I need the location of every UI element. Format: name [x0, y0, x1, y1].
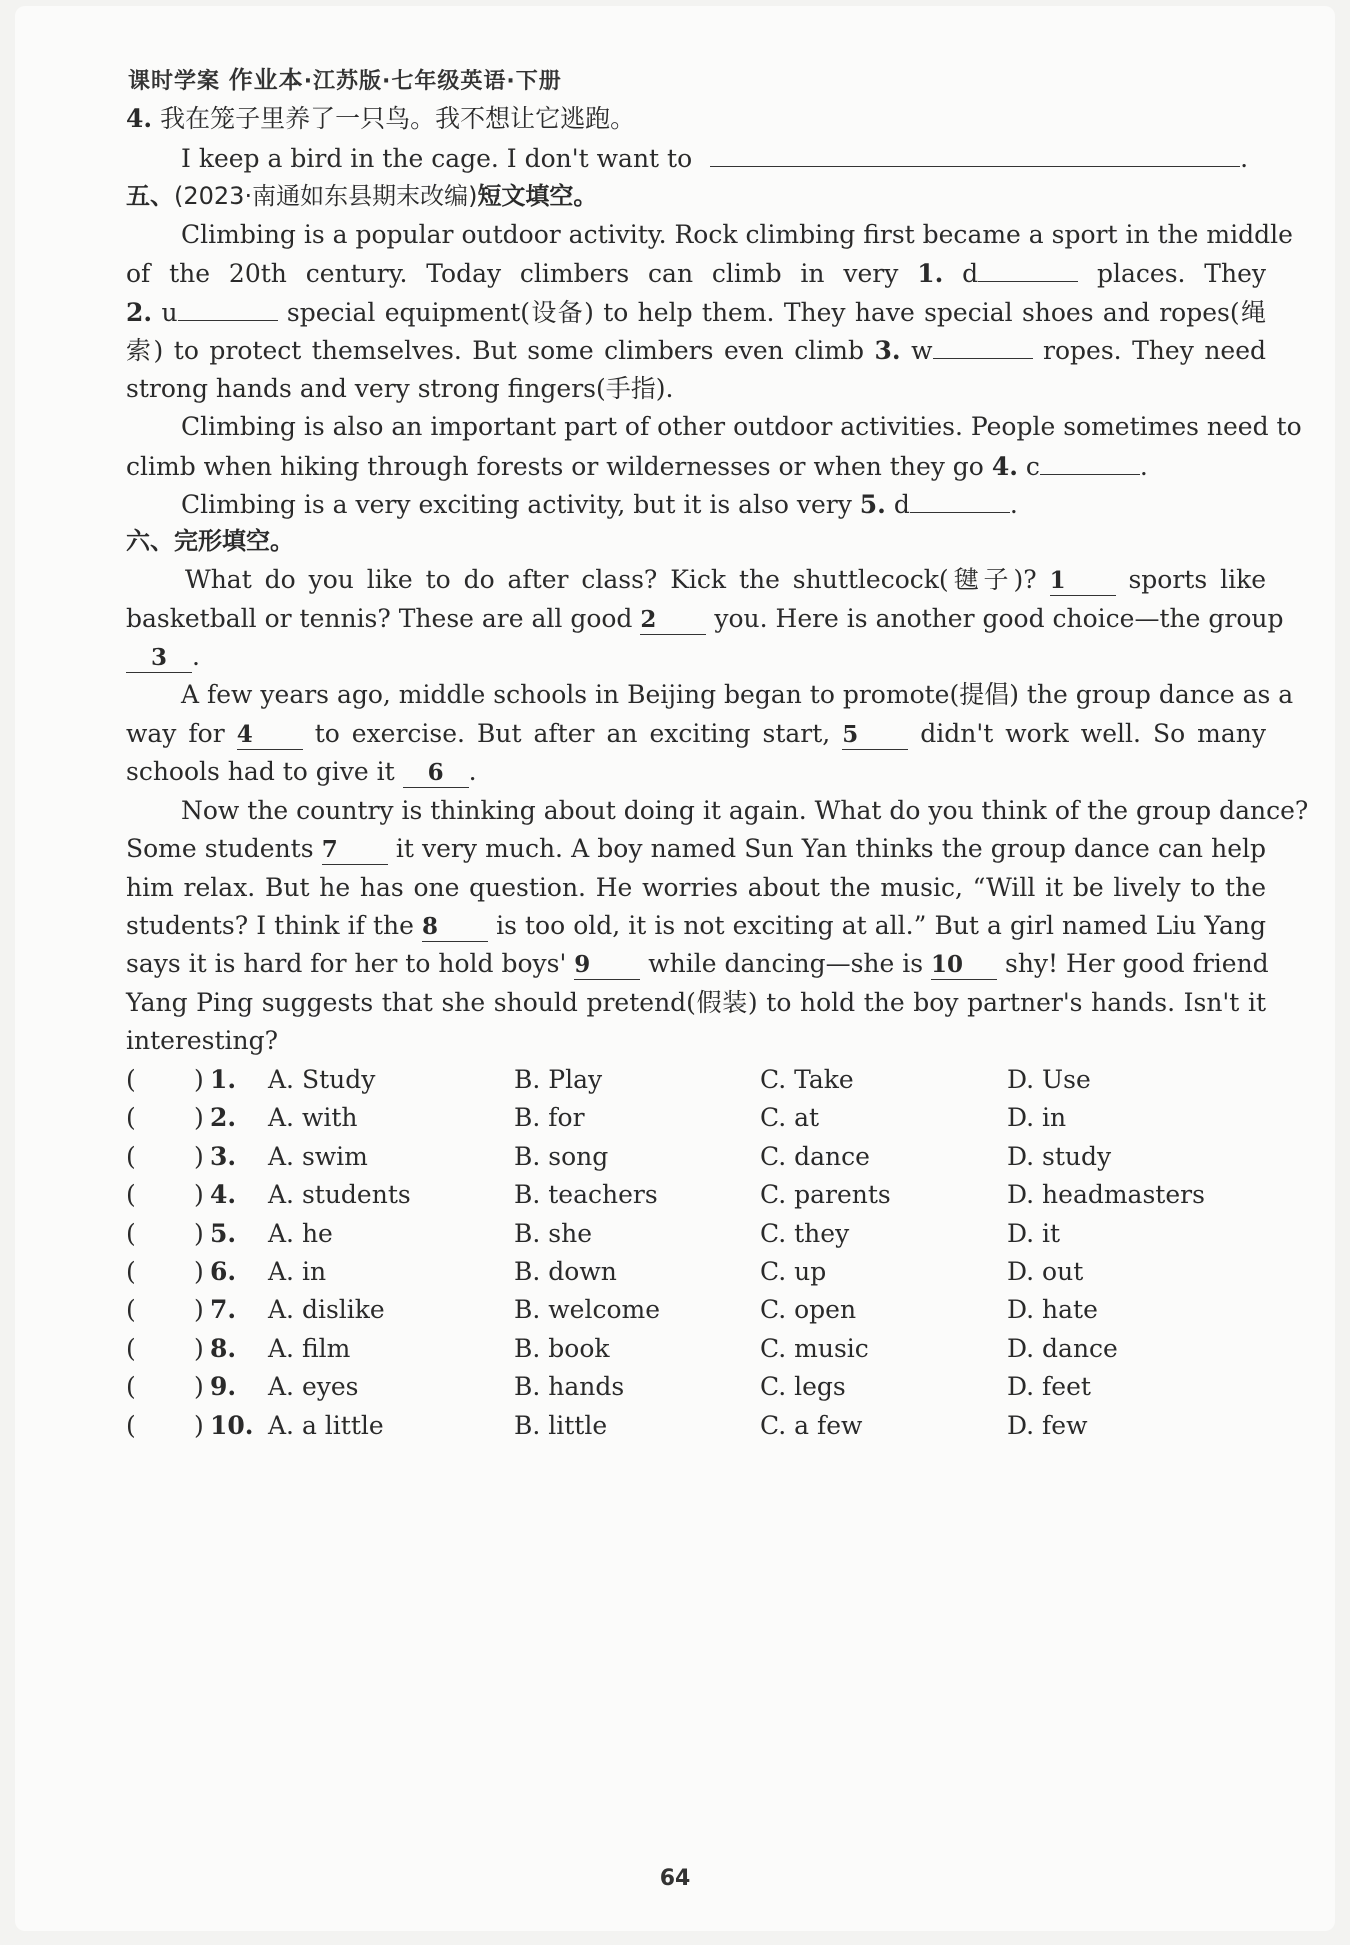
- s5-line-2-text: of the 20th century. Today climbers can climb in very: [126, 259, 899, 288]
- s6-p3-line-2: [126, 831, 1266, 867]
- option-d[interactable]: D. headmasters: [1007, 1180, 1205, 1210]
- option-c[interactable]: C. parents: [760, 1180, 891, 1210]
- s6-p1-l3b: .: [192, 642, 200, 671]
- page-header: [128, 60, 562, 95]
- s5-line-1: Climbing is a popular outdoor activity. Rock climbing first became a sport in the middle: [181, 220, 1293, 249]
- option-number: 8.: [210, 1333, 237, 1363]
- s6-p1-l2a: basketball or tennis? These are all good: [126, 604, 633, 633]
- s5-line-4: [126, 332, 1266, 369]
- s6-p3-l4a: students? I think if the: [126, 911, 414, 940]
- cloze-blank-5[interactable]: 5: [842, 721, 908, 750]
- cloze-blank-8[interactable]: 8: [422, 913, 488, 942]
- workbook-page: [15, 6, 1335, 1931]
- answer-paren-close: ): [194, 1372, 204, 1402]
- option-c[interactable]: C. at: [760, 1103, 820, 1133]
- s6-p1-l1a: What do you like to do after class? Kick the shuttlecock(毽子)?: [185, 565, 1037, 594]
- option-d[interactable]: D. it: [1007, 1218, 1061, 1248]
- cloze-blank-1[interactable]: 1: [1050, 567, 1116, 596]
- option-b[interactable]: B. book: [514, 1333, 610, 1363]
- s6-p1-l2b: you. Here is another good choice—the group: [714, 604, 1284, 633]
- s5-blank-5[interactable]: [910, 486, 1010, 513]
- option-number: 3.: [210, 1141, 237, 1171]
- option-row: [126, 1292, 1266, 1328]
- option-d[interactable]: D. study: [1007, 1141, 1112, 1171]
- section5-source: (2023·南通如东县期末改编): [174, 182, 478, 210]
- option-a[interactable]: A. dislike: [268, 1295, 385, 1325]
- answer-paren-close: ): [194, 1295, 204, 1325]
- option-c[interactable]: C. they: [760, 1218, 850, 1248]
- s5-blank5-number: 5.: [859, 490, 886, 519]
- s5-line-8: [181, 486, 1266, 523]
- option-a[interactable]: A. film: [268, 1333, 351, 1363]
- s5-line-3: [126, 294, 1266, 331]
- s6-p1-line-2: [126, 601, 1284, 637]
- s5-line-3-text: special equipment(设备) to help them. They have special shoes and ropes(绳: [286, 298, 1266, 327]
- option-row: [126, 1216, 1266, 1252]
- q4-english-text: I keep a bird in the cage. I don't want to: [181, 144, 693, 173]
- option-b[interactable]: B. Play: [514, 1065, 603, 1094]
- option-b[interactable]: B. song: [514, 1141, 609, 1171]
- s6-p3-line-1: Now the country is thinking about doing it again. What do you think of the group dance?: [181, 796, 1309, 825]
- s6-p3-line-3: him relax. But he has one question. He worries about the music, “Will it be lively to the: [126, 873, 1266, 902]
- option-a[interactable]: A. swim: [268, 1141, 368, 1171]
- s5-line-5: strong hands and very strong fingers(手指).: [126, 374, 674, 403]
- section5-title: 短文填空。: [477, 182, 598, 210]
- cloze-blank-4[interactable]: 4: [237, 721, 303, 750]
- answer-paren-open[interactable]: (: [126, 1141, 136, 1171]
- option-a[interactable]: A. in: [268, 1257, 327, 1286]
- option-a[interactable]: A. Study: [268, 1065, 376, 1094]
- option-c[interactable]: C. music: [760, 1333, 869, 1363]
- cloze-blank-3[interactable]: 3: [126, 644, 192, 673]
- option-number: 1.: [210, 1065, 237, 1094]
- s5-line-8-text: Climbing is a very exciting activity, but it is also very: [181, 490, 852, 519]
- option-b[interactable]: B. teachers: [514, 1180, 658, 1210]
- s5-blank-4[interactable]: [1040, 448, 1140, 475]
- cloze-blank-10[interactable]: 10: [931, 951, 997, 980]
- answer-paren-open[interactable]: (: [126, 1410, 136, 1440]
- answer-paren-close: ): [194, 1257, 204, 1286]
- option-row: [126, 1408, 1266, 1444]
- s6-p1-l1b: sports like: [1128, 565, 1267, 594]
- option-d[interactable]: D. dance: [1007, 1333, 1118, 1363]
- s6-p3-line-6: Yang Ping suggests that she should pretend(假装) to hold the boy partner's hands. Isn't it: [126, 988, 1266, 1017]
- s5-blank3-letter: w: [911, 336, 933, 365]
- s6-p2-l3a: schools had to give it: [126, 757, 395, 786]
- answer-paren-open[interactable]: (: [126, 1065, 136, 1094]
- s5-line-8-period: .: [1009, 490, 1018, 519]
- option-a[interactable]: A. a little: [268, 1410, 384, 1440]
- s5-blank1-number: 1.: [917, 259, 944, 288]
- s6-p2-l2c: didn't work well. So many: [920, 719, 1266, 748]
- option-row: [126, 1139, 1266, 1175]
- cloze-blank-6[interactable]: 6: [403, 759, 469, 788]
- answer-paren-open[interactable]: (: [126, 1180, 136, 1210]
- s6-p1-line-1: [185, 562, 1266, 598]
- s5-blank-1[interactable]: [978, 255, 1078, 282]
- s5-line-4-after: ropes. They need: [1043, 336, 1267, 365]
- answer-paren-open[interactable]: (: [126, 1218, 136, 1248]
- cloze-blank-9[interactable]: 9: [574, 951, 640, 980]
- s6-p3-line-7: interesting?: [126, 1026, 279, 1055]
- s5-blank2-number: 2.: [126, 298, 153, 327]
- s6-p3-l5c: shy! Her good friend: [1004, 949, 1269, 978]
- s6-p3-l4b: is too old, it is not exciting at all.” But a girl named Liu Yang: [496, 911, 1266, 940]
- option-b[interactable]: B. welcome: [514, 1295, 661, 1325]
- q4-chinese-text: 我在笼子里养了一只鸟。我不想让它逃跑。: [160, 104, 636, 133]
- section5-label: 五、: [126, 182, 174, 210]
- cloze-blank-2[interactable]: 2: [640, 606, 706, 635]
- option-c[interactable]: C. up: [760, 1257, 827, 1286]
- s5-line-4-text: 索) to protect themselves. But some climbers even climb: [126, 336, 864, 365]
- s5-line-2: [126, 255, 1266, 292]
- answer-paren-open[interactable]: (: [126, 1103, 136, 1133]
- cloze-blank-7[interactable]: 7: [322, 836, 388, 865]
- q4-period: .: [1240, 144, 1249, 173]
- s5-blank5-letter: d: [893, 490, 910, 519]
- s5-blank-2[interactable]: [178, 294, 278, 321]
- answer-paren-open[interactable]: (: [126, 1333, 136, 1363]
- option-a[interactable]: A. students: [268, 1180, 411, 1210]
- option-number: 10.: [210, 1410, 254, 1440]
- section5-heading: [126, 178, 1266, 214]
- answer-paren-close: ): [194, 1141, 204, 1171]
- option-d[interactable]: D. in: [1007, 1103, 1067, 1133]
- answer-paren-close: ): [194, 1103, 204, 1133]
- q4-number: 4.: [126, 104, 153, 133]
- header-title-a: 课时学案: [128, 69, 221, 94]
- option-number: 4.: [210, 1180, 237, 1210]
- option-c[interactable]: C. legs: [760, 1372, 846, 1402]
- option-row: [126, 1331, 1266, 1367]
- option-d[interactable]: D. few: [1007, 1410, 1088, 1440]
- s5-blank2-letter: u: [161, 298, 178, 327]
- answer-paren-open[interactable]: (: [126, 1295, 136, 1325]
- option-a[interactable]: A. with: [268, 1103, 358, 1133]
- answer-paren-close: ): [194, 1333, 204, 1363]
- option-row: [126, 1177, 1266, 1213]
- q4-answer-blank[interactable]: [710, 140, 1240, 167]
- s6-p2-l3b: .: [468, 757, 477, 786]
- answer-paren-close: ): [194, 1410, 204, 1440]
- option-a[interactable]: A. he: [268, 1218, 333, 1248]
- s6-p3-l2a: Some students: [126, 834, 314, 863]
- option-row: [126, 1254, 1266, 1290]
- s6-p3-l5b: while dancing—she is: [648, 949, 924, 978]
- option-c[interactable]: C. Take: [760, 1065, 854, 1094]
- s5-blank4-number: 4.: [991, 452, 1018, 481]
- option-a[interactable]: A. eyes: [268, 1372, 359, 1402]
- s6-p2-line-3: [126, 754, 1266, 790]
- option-b[interactable]: B. for: [514, 1103, 585, 1133]
- s6-p1-line-3: [126, 639, 1266, 675]
- option-row: [126, 1369, 1266, 1405]
- option-d[interactable]: D. out: [1007, 1257, 1084, 1286]
- option-row: [126, 1062, 1266, 1098]
- s6-p3-line-4: [126, 908, 1266, 944]
- s5-blank3-number: 3.: [874, 336, 901, 365]
- option-d[interactable]: D. feet: [1007, 1372, 1091, 1402]
- s5-line-6: Climbing is also an important part of other outdoor activities. People sometimes need to: [181, 412, 1302, 441]
- s5-blank1-letter: d: [962, 259, 979, 288]
- s6-p2-line-2: [126, 716, 1266, 752]
- s6-p2-l2b: to exercise. But after an exciting start,: [314, 719, 831, 748]
- answer-paren-open[interactable]: (: [126, 1372, 136, 1402]
- option-b[interactable]: B. hands: [514, 1372, 625, 1402]
- option-number: 7.: [210, 1295, 237, 1325]
- s5-line-7-text: climb when hiking through forests or wildernesses or when they go: [126, 452, 984, 481]
- page-number: 64: [659, 1866, 691, 1891]
- s5-line-7-period: .: [1139, 452, 1148, 481]
- section6-label: 六、: [126, 527, 174, 555]
- answer-paren-close: ): [194, 1065, 204, 1094]
- section6-heading: [126, 523, 1266, 559]
- option-b[interactable]: B. little: [514, 1410, 608, 1440]
- option-number: 2.: [210, 1103, 237, 1133]
- header-title-b: 作业本: [228, 66, 304, 94]
- answer-paren-open[interactable]: (: [126, 1257, 136, 1286]
- s6-p3-line-5: [126, 946, 1269, 982]
- option-number: 9.: [210, 1372, 237, 1402]
- s6-p2-line-1: A few years ago, middle schools in Beijing began to promote(提倡) the group dance as a: [181, 680, 1294, 709]
- option-row: [126, 1100, 1266, 1136]
- section6-title: 完形填空。: [174, 527, 294, 555]
- s5-blank-3[interactable]: [933, 332, 1033, 359]
- s5-line-2-after: places. They: [1097, 259, 1267, 288]
- s6-p3-l2b: it very much. A boy named Sun Yan thinks the group dance can help: [395, 834, 1267, 863]
- option-d[interactable]: D. hate: [1007, 1295, 1098, 1325]
- answer-paren-close: ): [194, 1180, 204, 1210]
- option-c[interactable]: C. dance: [760, 1141, 870, 1171]
- option-c[interactable]: C. a few: [760, 1410, 863, 1440]
- s5-blank4-letter: c: [1025, 452, 1040, 481]
- option-d[interactable]: D. Use: [1007, 1065, 1091, 1094]
- s5-line-7: [126, 448, 1266, 485]
- q4-english: [181, 140, 1266, 177]
- option-number: 6.: [210, 1257, 237, 1286]
- answer-paren-close: ): [194, 1218, 204, 1248]
- option-c[interactable]: C. open: [760, 1295, 857, 1325]
- s6-p3-l5a: says it is hard for her to hold boys': [126, 949, 567, 978]
- option-number: 5.: [210, 1218, 237, 1248]
- option-b[interactable]: B. down: [514, 1257, 617, 1286]
- option-b[interactable]: B. she: [514, 1218, 592, 1248]
- q4-chinese: [126, 101, 1266, 137]
- header-rest: ·江苏版·七年级英语·下册: [303, 69, 562, 94]
- s6-p2-l2a: way for: [126, 719, 225, 748]
